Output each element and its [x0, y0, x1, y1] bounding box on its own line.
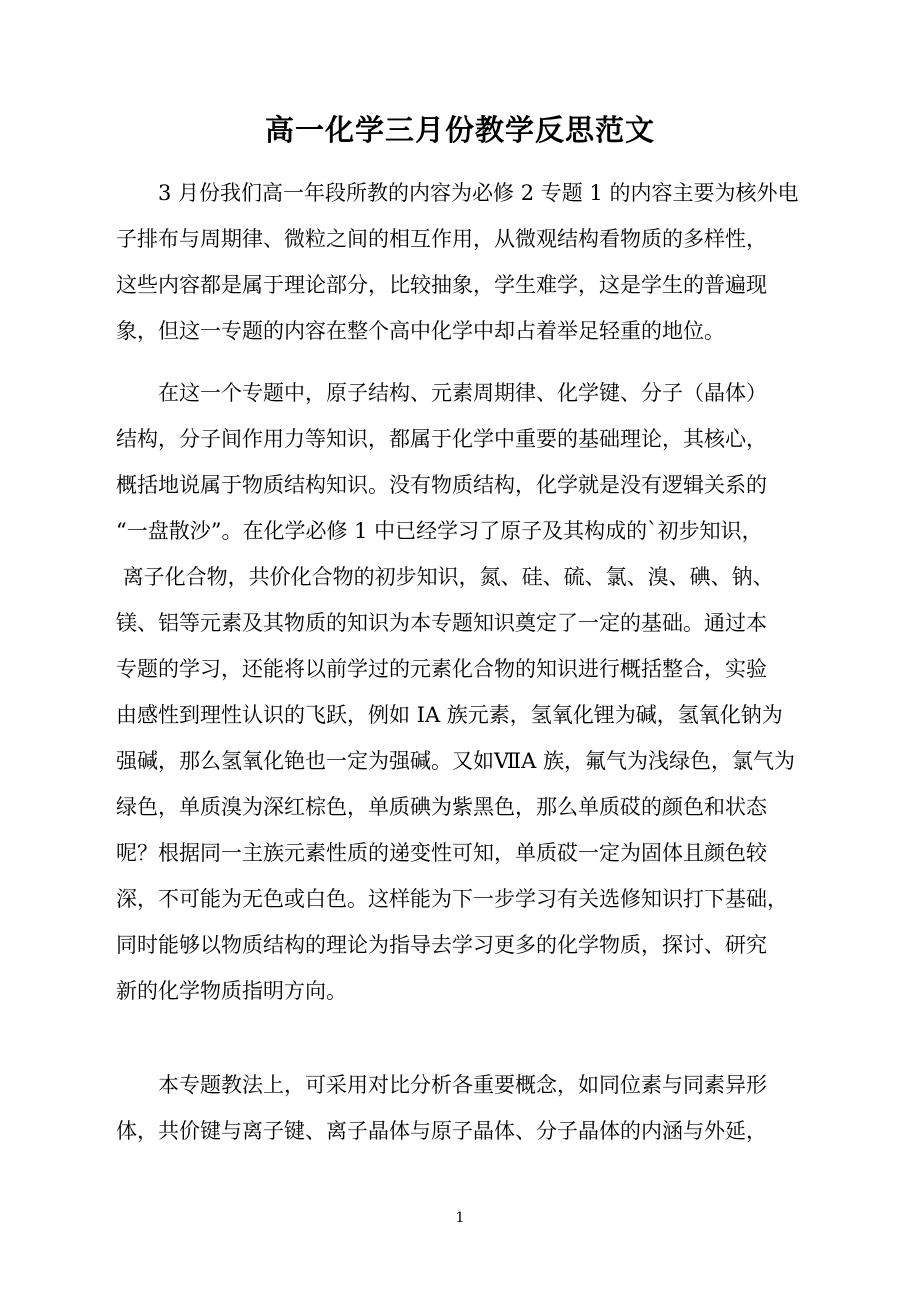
text-line: 离子化合物，共价化合物的初步知识，氮、硅、硫、氯、溴、碘、钠、: [116, 565, 774, 589]
paragraph-1: [116, 170, 806, 354]
page-number: 1: [455, 1210, 465, 1226]
paragraph-3: [116, 1062, 806, 1154]
text-line: 子排布与周期律、微粒之间的相互作用，从微观结构看物质的多样性，: [116, 227, 767, 251]
page-title: 高一化学三月份教学反思范文: [264, 113, 655, 147]
text-line: 这些内容都是属于理论部分，比较抽象，学生难学，这是学生的普遍现: [116, 273, 767, 297]
text-line: 结构，分子间作用力等知识，都属于化学中重要的基础理论，其核心，: [116, 427, 767, 451]
text-line: 同时能够以物质结构的理论为指导去学习更多的化学物质，探讨、研究: [116, 933, 767, 957]
text-line: 镁、铝等元素及其物质的知识为本专题知识奠定了一定的基础。通过本: [116, 611, 767, 635]
text-line: 呢？根据同一主族元素性质的递变性可知，单质砹一定为固体且颜色较: [116, 841, 767, 865]
text-line: “一盘散沙”。在化学必修 1 中已经学习了原子及其构成的`初步知识，: [116, 519, 763, 543]
text-line: 3 月份我们高一年段所教的内容为必修 2 专题 1 的内容主要为核外电: [158, 181, 799, 205]
text-line: 概括地说属于物质结构知识。没有物质结构，化学就是没有逻辑关系的: [116, 473, 767, 497]
text-line: 深，不可能为无色或白色。这样能为下一步学习有关选修知识打下基础，: [116, 887, 788, 911]
text-line: 本专题教法上，可采用对比分析各重要概念，如同位素与同素异形: [158, 1073, 767, 1097]
paragraph-2: [116, 370, 806, 1014]
text-line: 由感性到理性认识的飞跃，例如 IA 族元素，氢氧化锂为碱，氢氧化钠为: [116, 703, 783, 727]
text-line: 象，但这一专题的内容在整个高中化学中却占着举足轻重的地位。: [116, 319, 725, 343]
text-line: 在这一个专题中，原子结构、元素周期律、化学键、分子（晶体）: [158, 381, 767, 405]
text-line: 体，共价键与离子键、离子晶体与原子晶体、分子晶体的内涵与外延，: [116, 1119, 767, 1143]
text-line: 专题的学习，还能将以前学过的元素化合物的知识进行概括整合，实验: [116, 657, 767, 681]
text-line: 绿色，单质溴为深红棕色，单质碘为紫黑色，那么单质砹的颜色和状态: [116, 795, 767, 819]
text-line: 强碱，那么氢氧化铯也一定为强碱。又如ⅦA 族，氟气为浅绿色，氯气为: [116, 749, 795, 773]
text-line: 新的化学物质指明方向。: [116, 979, 347, 1003]
